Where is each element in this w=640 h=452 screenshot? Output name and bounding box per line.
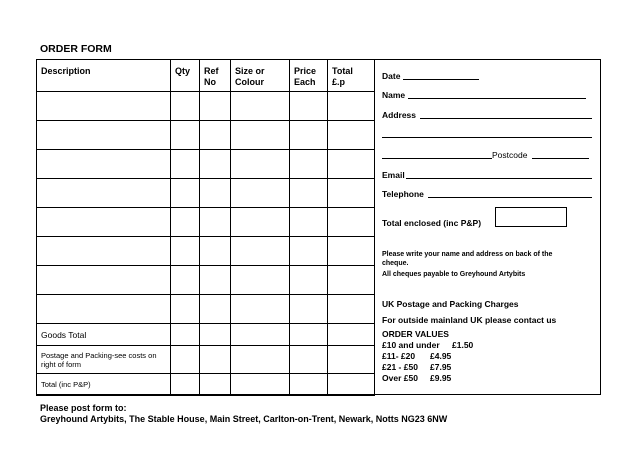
total-inc-cell[interactable]	[328, 374, 375, 396]
table-row[interactable]	[37, 121, 375, 150]
qty-cell[interactable]	[171, 150, 200, 179]
price-each-cell[interactable]	[290, 92, 328, 121]
total-cell[interactable]	[328, 295, 375, 324]
order-table-header	[37, 60, 375, 92]
qty-cell[interactable]	[171, 179, 200, 208]
table-row[interactable]	[37, 150, 375, 179]
name-label: Name	[382, 90, 406, 100]
price-each-cell[interactable]	[290, 295, 328, 324]
description-cell[interactable]	[37, 121, 171, 150]
price-each-cell[interactable]	[290, 208, 328, 237]
size-colour-cell[interactable]	[231, 121, 290, 150]
qty-cell[interactable]	[171, 121, 200, 150]
postcode-label: Postcode	[492, 150, 528, 160]
price-each-cell[interactable]	[290, 266, 328, 295]
description-cell[interactable]	[37, 266, 171, 295]
size-colour-cell[interactable]	[231, 208, 290, 237]
qty-cell[interactable]	[171, 208, 200, 237]
rate-range: £10 and under	[382, 340, 440, 350]
ref-no-cell[interactable]	[200, 237, 231, 266]
name-field[interactable]	[408, 98, 586, 99]
total-inc-row	[37, 374, 375, 396]
table-row[interactable]	[37, 92, 375, 121]
form-title: ORDER FORM	[40, 43, 112, 55]
description-cell[interactable]	[37, 295, 171, 324]
size-colour-cell[interactable]	[231, 237, 290, 266]
email-label: Email	[382, 170, 405, 180]
rate-range: £11- £20	[382, 351, 416, 361]
ref-no-cell[interactable]	[200, 92, 231, 121]
qty-cell[interactable]	[171, 237, 200, 266]
size-colour-cell[interactable]	[231, 295, 290, 324]
ref-no-cell[interactable]	[200, 150, 231, 179]
date-field[interactable]	[403, 79, 479, 80]
address-field-line-3[interactable]	[382, 158, 492, 159]
telephone-field[interactable]	[428, 197, 592, 198]
order-values-heading: ORDER VALUES	[382, 329, 449, 339]
date-label: Date	[382, 71, 401, 81]
price-each-cell[interactable]	[290, 179, 328, 208]
ref-no-cell[interactable]	[200, 121, 231, 150]
total-enclosed-field[interactable]	[495, 207, 567, 227]
table-row[interactable]	[37, 179, 375, 208]
rate-cost: £9.95	[430, 373, 452, 383]
total-inc-label: Total (inc P&P)	[37, 374, 171, 396]
size-colour-cell[interactable]	[231, 150, 290, 179]
table-row[interactable]	[37, 266, 375, 295]
total-cell[interactable]	[328, 121, 375, 150]
address-label: Address	[382, 110, 417, 120]
rate-cost: £4.95	[430, 351, 452, 361]
column-header-size-colour: Size or Colour	[231, 60, 290, 92]
postal-address: Greyhound Artybits, The Stable House, Main Street, Carlton-on-Trent, Newark, Notts NG23 6NW	[40, 414, 448, 424]
total-cell[interactable]	[328, 266, 375, 295]
rate-range: £21 - £50	[382, 362, 418, 372]
goods-total-cell[interactable]	[328, 324, 375, 346]
postage-cell[interactable]	[328, 346, 375, 374]
size-colour-cell[interactable]	[231, 179, 290, 208]
postcode-field[interactable]	[532, 158, 589, 159]
column-header-ref-no: Ref No	[200, 60, 231, 92]
total-enclosed-label: Total enclosed (inc P&P)	[382, 218, 482, 228]
goods-total-label: Goods Total	[37, 324, 171, 346]
ref-no-cell[interactable]	[200, 295, 231, 324]
total-cell[interactable]	[328, 237, 375, 266]
order-table	[36, 59, 375, 396]
total-cell[interactable]	[328, 150, 375, 179]
email-field[interactable]	[406, 178, 592, 179]
description-cell[interactable]	[37, 150, 171, 179]
price-each-cell[interactable]	[290, 121, 328, 150]
price-each-cell[interactable]	[290, 150, 328, 179]
qty-cell[interactable]	[171, 295, 200, 324]
total-cell[interactable]	[328, 208, 375, 237]
total-cell[interactable]	[328, 179, 375, 208]
qty-cell[interactable]	[171, 92, 200, 121]
size-colour-cell[interactable]	[231, 92, 290, 121]
postage-label: Postage and Packing-see costs on right of form	[37, 346, 171, 374]
ref-no-cell[interactable]	[200, 179, 231, 208]
table-row[interactable]	[37, 237, 375, 266]
column-header-price-each: Price Each	[290, 60, 328, 92]
price-each-cell[interactable]	[290, 237, 328, 266]
qty-cell[interactable]	[171, 266, 200, 295]
ref-no-cell[interactable]	[200, 208, 231, 237]
postage-row	[37, 346, 375, 374]
rate-cost: £1.50	[452, 340, 474, 350]
size-colour-cell[interactable]	[231, 266, 290, 295]
column-header-qty: Qty	[171, 60, 200, 92]
description-cell[interactable]	[37, 237, 171, 266]
ref-no-cell[interactable]	[200, 266, 231, 295]
cheque-note: Please write your name and address on back of the cheque.	[382, 251, 553, 267]
outside-uk-note: For outside mainland UK please contact us	[382, 315, 557, 325]
post-form-to-label: Please post form to:	[40, 403, 127, 413]
column-header-description: Description	[37, 60, 171, 92]
address-field-line-2[interactable]	[382, 137, 592, 138]
rate-range: Over £50	[382, 373, 418, 383]
description-cell[interactable]	[37, 208, 171, 237]
goods-total-row	[37, 324, 375, 346]
table-row[interactable]	[37, 208, 375, 237]
postage-heading: UK Postage and Packing Charges	[382, 299, 519, 309]
address-field-line-1[interactable]	[420, 118, 592, 119]
rate-cost: £7.95	[430, 362, 452, 372]
payable-note: All cheques payable to Greyhound Artybits	[382, 271, 526, 278]
column-header-total: Total £.p	[328, 60, 375, 92]
telephone-label: Telephone	[382, 189, 424, 199]
description-cell[interactable]	[37, 92, 171, 121]
table-row[interactable]	[37, 295, 375, 324]
total-cell[interactable]	[328, 92, 375, 121]
description-cell[interactable]	[37, 179, 171, 208]
